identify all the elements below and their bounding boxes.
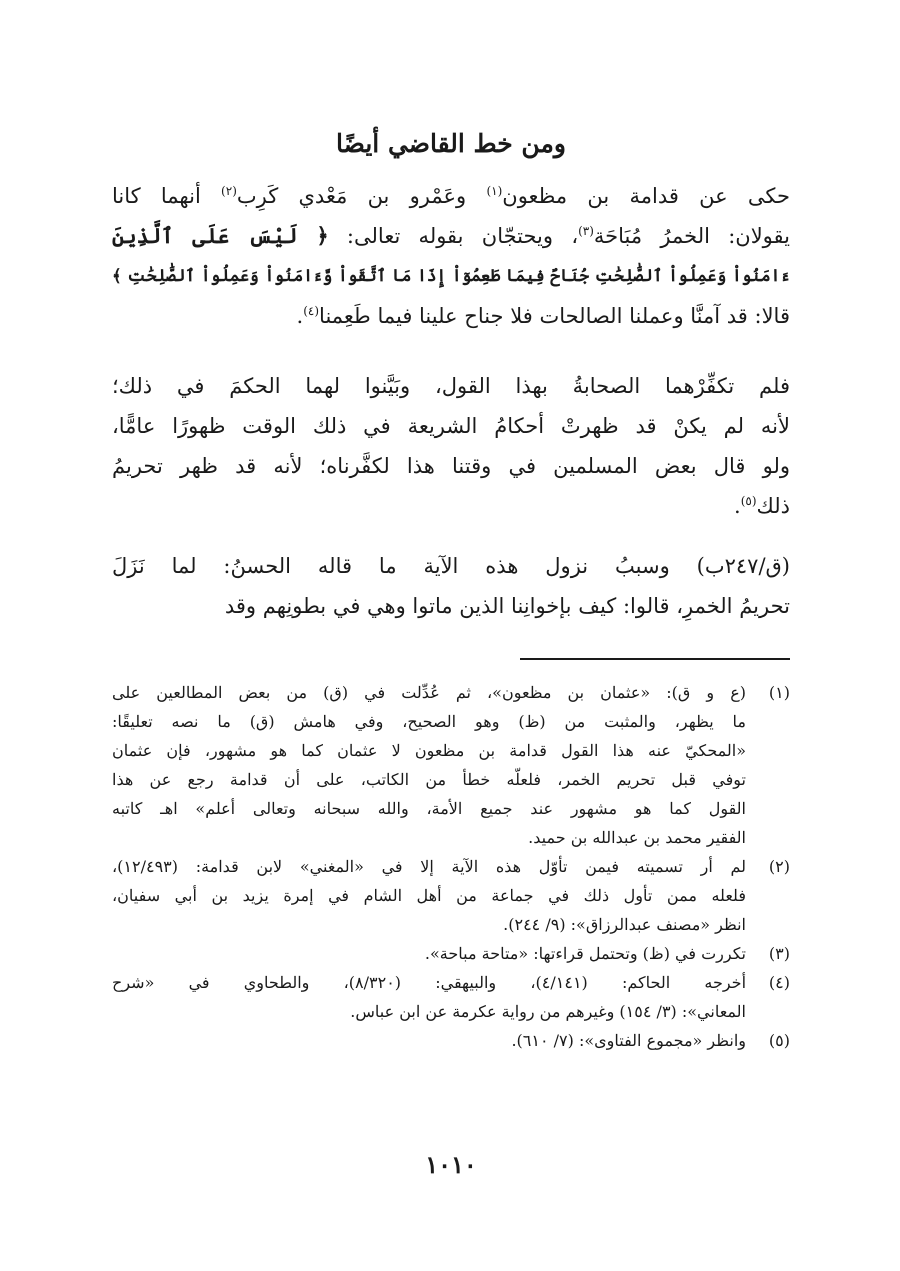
paragraph-1 <box>112 176 790 336</box>
footnote-number: (٥) <box>768 1031 790 1050</box>
footnote-line: لم أر تسميته فيمن تأوّل هذه الآية إلا في «المغني» لابن قدامة: (١٢/٤٩٣)، <box>112 857 746 876</box>
text-line <box>112 486 790 526</box>
footnote-ref: (٢) <box>221 184 237 198</box>
footnote-line: «المحكيّ عنه هذا القول قدامة بن مظعون لا عثمان كما هو مشهور، فإن عثمان <box>112 741 746 760</box>
text-line <box>112 216 790 256</box>
quran-verse: ءَامَنُواْ وَعَمِلُواْ ٱلصَّٰلِحَٰتِ جُنَاحٌ فِيمَا طَعِمُوٓاْ إِذَا مَا ٱتَّقَواْ وَّءَامَنُواْ وَعَمِلُواْ ٱلصَّٰلِحَٰتِ ﴾ <box>112 266 790 285</box>
text-run: (ق/٢٤٧ب) وسببُ نزول هذه الآية ما قاله الحسنُ: لما نَزَلَ <box>112 554 790 578</box>
text-run: تحريمُ الخمرِ، قالوا: كيف بإخوانِنا الذين ماتوا وهي في بطونِهم وقد <box>224 594 790 618</box>
text-line <box>112 366 790 406</box>
footnote-line: القول كما هو مشهور عند جميع الأمة، والله سبحانه وتعالى أعلم» اهـ كاتبه <box>112 799 746 818</box>
footnote-ref: (٥) <box>740 494 757 508</box>
footnote-line: ما يظهر، والمثبت من (ظ) وهو الصحيح، وفي هامش (ق) ما نصه تعليقًا: <box>112 712 746 731</box>
footnote-ref: (١) <box>486 184 503 198</box>
text-line <box>112 176 790 216</box>
text-run: . <box>296 304 304 328</box>
text-run: لأنه لم يكنْ قد ظهرتْ أحكامُ الشريعة في ذلك الوقت ظهورًا عامًّا، <box>112 414 790 438</box>
text-run: أنهما كانا <box>112 184 222 208</box>
footnote-separator <box>520 658 790 660</box>
text-run: حكى عن قدامة بن مظعون <box>502 184 790 208</box>
section-title: ومن خط القاضي أيضًا <box>336 129 566 158</box>
text-line <box>112 296 790 336</box>
text-run: يقولان: الخمرُ مُبَاحَة <box>593 224 790 248</box>
footnote-number: (٢) <box>768 857 790 876</box>
paragraph-2 <box>112 366 790 526</box>
text-line <box>112 256 790 296</box>
footnote-ref: (٤) <box>303 304 320 318</box>
paragraph-3 <box>112 546 790 626</box>
footnote-line: (ع و ق): «عثمان بن مظعون»، ثم عُدِّلت في (ق) من بعض المطالعين على <box>112 683 746 702</box>
footnote-line: المعاني»: (٣/ ١٥٤) وغيرهم من رواية عكرمة عن ابن عباس. <box>350 1002 746 1021</box>
text-run: . <box>734 494 741 518</box>
footnote-line: انظر «مصنف عبدالرزاق»: (٩/ ٢٤٤). <box>503 915 746 934</box>
text-line <box>112 406 790 446</box>
footnote <box>112 968 790 1026</box>
footnote-line: تكررت في (ظ) وتحتمل قراءتها: «متاحة مباحة». <box>424 944 746 963</box>
footnote-line: الفقير محمد بن عبدالله بن حميد. <box>528 828 746 847</box>
text-run: وعَمْرو بن مَعْدي كَرِب <box>236 184 487 208</box>
footnote-number: (١) <box>768 683 790 702</box>
text-run: ولو قال بعض المسلمين في وقتنا هذا لكفَّرناه؛ لأنه قد ظهر تحريمُ <box>112 454 790 478</box>
footnote-line: توفي قبل تحريم الخمر، فلعلّه خطأ من الكاتب، على أن قدامة رجع عن هذا <box>112 770 746 789</box>
text-run: ذلك <box>756 494 790 518</box>
footnote <box>112 939 790 968</box>
footnote-line: وانظر «مجموع الفتاوى»: (٧/ ٦١٠). <box>511 1031 746 1050</box>
footnote-number: (٣) <box>768 944 790 963</box>
text-run: فلم تكفِّرْهما الصحابةُ بهذا القول، وبَيَّنوا لهما الحكمَ في ذلك؛ <box>112 374 790 398</box>
footnotes-list <box>112 678 790 1055</box>
footnote-line: فلعله ممن تأول ذلك في جماعة من أهل الشام في إمرة يزيد بن أبي سفيان، <box>112 886 746 905</box>
quran-verse: ﴿ لَيْسَ عَلَى ٱلَّذِينَ <box>112 223 329 248</box>
text-line <box>112 586 790 626</box>
footnote <box>112 678 790 852</box>
footnote-line: أخرجه الحاكم: (٤/١٤١)، والبيهقي: (٨/٣٢٠)، والطحاوي في «شرح <box>112 973 746 992</box>
footnote <box>112 852 790 939</box>
book-page <box>112 0 790 1271</box>
page-number: ١٠١٠ <box>425 1150 477 1179</box>
footnote-number: (٤) <box>768 973 790 992</box>
text-line <box>112 446 790 486</box>
text-line <box>112 546 790 586</box>
text-run: ، ويحتجّان بقوله تعالى: <box>328 224 579 248</box>
text-run: قالا: قد آمنَّا وعملنا الصالحات فلا جناح علينا فيما طَعِمنا <box>319 304 790 328</box>
footnote <box>112 1026 790 1055</box>
footnote-ref: (٣) <box>578 224 594 238</box>
